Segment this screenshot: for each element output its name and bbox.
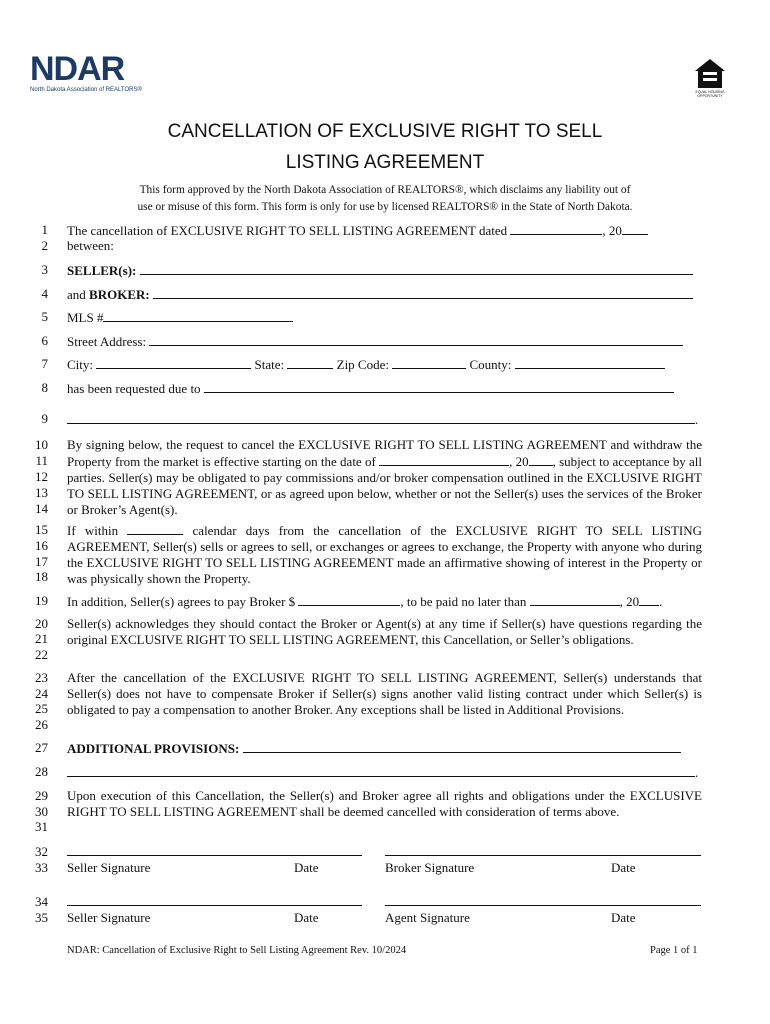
acknowledgement-paragraph: Seller(s) acknowledges they should contact the Broker or Agent(s) at any time if Seller(s) have questions regarding the original EXCLUSIVE RIGHT TO SELL LISTING AGREEMENT, this Cancellation, or Seller’s obligations. [67,616,702,647]
payment-line: In addition, Seller(s) agrees to pay Broker $ , to be paid no later than , 20 . [67,594,663,609]
line-number: 23 [35,670,48,685]
agent-signature-line[interactable] [385,905,701,906]
line-number: 21 [35,631,48,646]
line-number: 14 [35,501,48,516]
line-number: 11 [35,453,48,468]
location-line: City: State: Zip Code: County: [67,356,702,373]
line-number: 35 [35,910,48,925]
document-title-line-1: CANCELLATION OF EXCLUSIVE RIGHT TO SELL [167,121,603,142]
date-label-2: Date [611,860,636,875]
line-number: 33 [35,860,48,875]
broker-label: BROKER: [89,287,150,302]
line-number: 31 [35,819,48,834]
disclaimer-line-2: use or misuse of this form. This form is only for use by licensed REALTORS® in the State of North Dakota. [137,201,633,213]
seller-signature-line-2[interactable] [67,905,362,906]
days-field[interactable] [127,522,183,535]
date-label-3: Date [294,910,319,925]
broker-signature-line[interactable] [385,855,701,856]
date-label-1: Date [294,860,319,875]
seller-signature-label-1: Seller Signature [67,860,151,875]
year-field[interactable] [622,222,648,235]
line-number: 3 [41,262,48,277]
effective-date-field[interactable] [379,453,509,466]
seller-label: SELLER(s): [67,263,137,278]
document-title-line-2: LISTING AGREEMENT [285,152,485,173]
payment-amount-field[interactable] [298,593,400,606]
line-number: 17 [35,554,48,569]
line-number: 22 [35,647,48,662]
city-field[interactable] [96,356,251,369]
line-number: 30 [35,804,48,819]
date-label-4: Date [611,910,636,925]
effective-year-field[interactable] [529,453,553,466]
line-number: 2 [41,238,48,253]
line-number: 10 [35,437,48,452]
reason-field[interactable] [204,380,674,393]
broker-field[interactable] [153,286,693,299]
line-number: 15 [35,522,48,537]
line-number: 25 [35,701,48,716]
line-number: 9 [41,411,48,426]
additional-provisions-line [67,740,702,757]
seller-signature-line-1[interactable] [67,855,362,856]
street-line [67,333,702,350]
dated-field[interactable] [510,222,602,235]
payment-date-field[interactable] [530,593,620,606]
equal-housing-icon [693,56,727,90]
seller-line [67,262,702,279]
line-number: 7 [41,356,48,371]
footer-page-number: Page 1 of 1 [650,945,698,956]
line-number: 20 [35,616,48,631]
eho-caption: EQUAL HOUSING OPPORTUNITY [695,90,725,98]
broker-line: and BROKER: [67,286,702,303]
ndar-logo [30,52,142,93]
line-number: 26 [35,717,48,732]
line-number: 28 [35,764,48,779]
protection-period-paragraph: If within calendar days from the cancellation of the EXCLUSIVE RIGHT TO SELL LISTING AGREEMENT, Seller(s) sells or agrees to sell, or exchanges or agrees to exchange, the Property with anyone who during the EXCLUSIVE RIGHT TO SELL LISTING AGREEMENT made an affirmative showing of interest in the Property or was physically shown the Property. [67,523,703,586]
additional-provisions-continuation-field[interactable] [67,764,695,777]
line-number: 13 [35,485,48,500]
between-label: between: [67,238,114,253]
county-field[interactable] [515,356,665,369]
reason-line: has been requested due to [67,380,702,397]
line-number: 8 [41,380,48,395]
disclaimer [100,182,670,216]
mls-label: MLS # [67,310,104,325]
line-number: 5 [41,309,48,324]
street-label: Street Address: [67,334,147,349]
line-number: 16 [35,538,48,553]
logo-mark: NDAR [30,50,125,88]
compensation-paragraph: After the cancellation of the EXCLUSIVE RIGHT TO SELL LISTING AGREEMENT, Seller(s) understands that Seller(s) does not have to compensate Broker if Seller(s) signs another valid listing contract under which Seller(s) is obligated to pay a compensation to another Broker. Any exceptions shall be listed in Additional Provisions. [67,670,702,717]
execution-paragraph: Upon execution of this Cancellation, the Seller(s) and Broker agree all rights and obligations under the EXCLUSIVE RIGHT TO SELL LISTING AGREEMENT shall be deemed cancelled with consideration of terms above. [67,788,702,819]
effective-date-paragraph: By signing below, the request to cancel the EXCLUSIVE RIGHT TO SELL LISTING AGREEMENT and withdraw the Property from the market is effective starting on the date of , 20 , subject to acceptance by all parties. Seller(s) may be obligated to pay commissions and/or broker compensation outlined in the EXCLUSIVE RIGHT TO SELL LISTING AGREEMENT, or as agreed upon below, whether or not the Seller(s) uses the services of the Broker or Broker’s Agent(s). [67,437,703,517]
logo-subtitle: North Dakota Association of REALTORS® [30,87,142,93]
line-number: 12 [35,469,48,484]
mls-field[interactable] [103,309,293,322]
cancellation-dated-line: The cancellation of EXCLUSIVE RIGHT TO SELL LISTING AGREEMENT dated , 20 [67,222,702,239]
reason-continuation-line: . [67,411,702,428]
line-number: 1 [41,222,48,237]
payment-year-field[interactable] [639,593,659,606]
line-number: 32 [35,844,48,859]
line-number: 29 [35,788,48,803]
broker-signature-label: Broker Signature [385,860,475,875]
seller-signature-label-2: Seller Signature [67,910,151,925]
mls-line [67,309,702,326]
reason-continuation-field[interactable] [67,411,695,424]
street-field[interactable] [149,333,683,346]
line-number: 27 [35,740,48,755]
seller-field[interactable] [140,262,693,275]
line-number: 6 [41,333,48,348]
additional-provisions-continuation: . [67,764,702,781]
line-number: 19 [35,593,48,608]
state-field[interactable] [287,356,333,369]
footer-form-id: NDAR: Cancellation of Exclusive Right to Sell Listing Agreement Rev. 10/2024 [67,945,407,956]
zip-field[interactable] [392,356,466,369]
additional-provisions-field[interactable] [243,740,681,753]
additional-provisions-label: ADDITIONAL PROVISIONS: [67,741,240,756]
line-number: 4 [41,286,48,301]
line-number: 18 [35,569,48,584]
line-number: 34 [35,894,48,909]
disclaimer-line-1: This form approved by the North Dakota Association of REALTORS®, which disclaims any liability out of [139,184,631,196]
line-number: 24 [35,686,48,701]
agent-signature-label: Agent Signature [385,910,470,925]
